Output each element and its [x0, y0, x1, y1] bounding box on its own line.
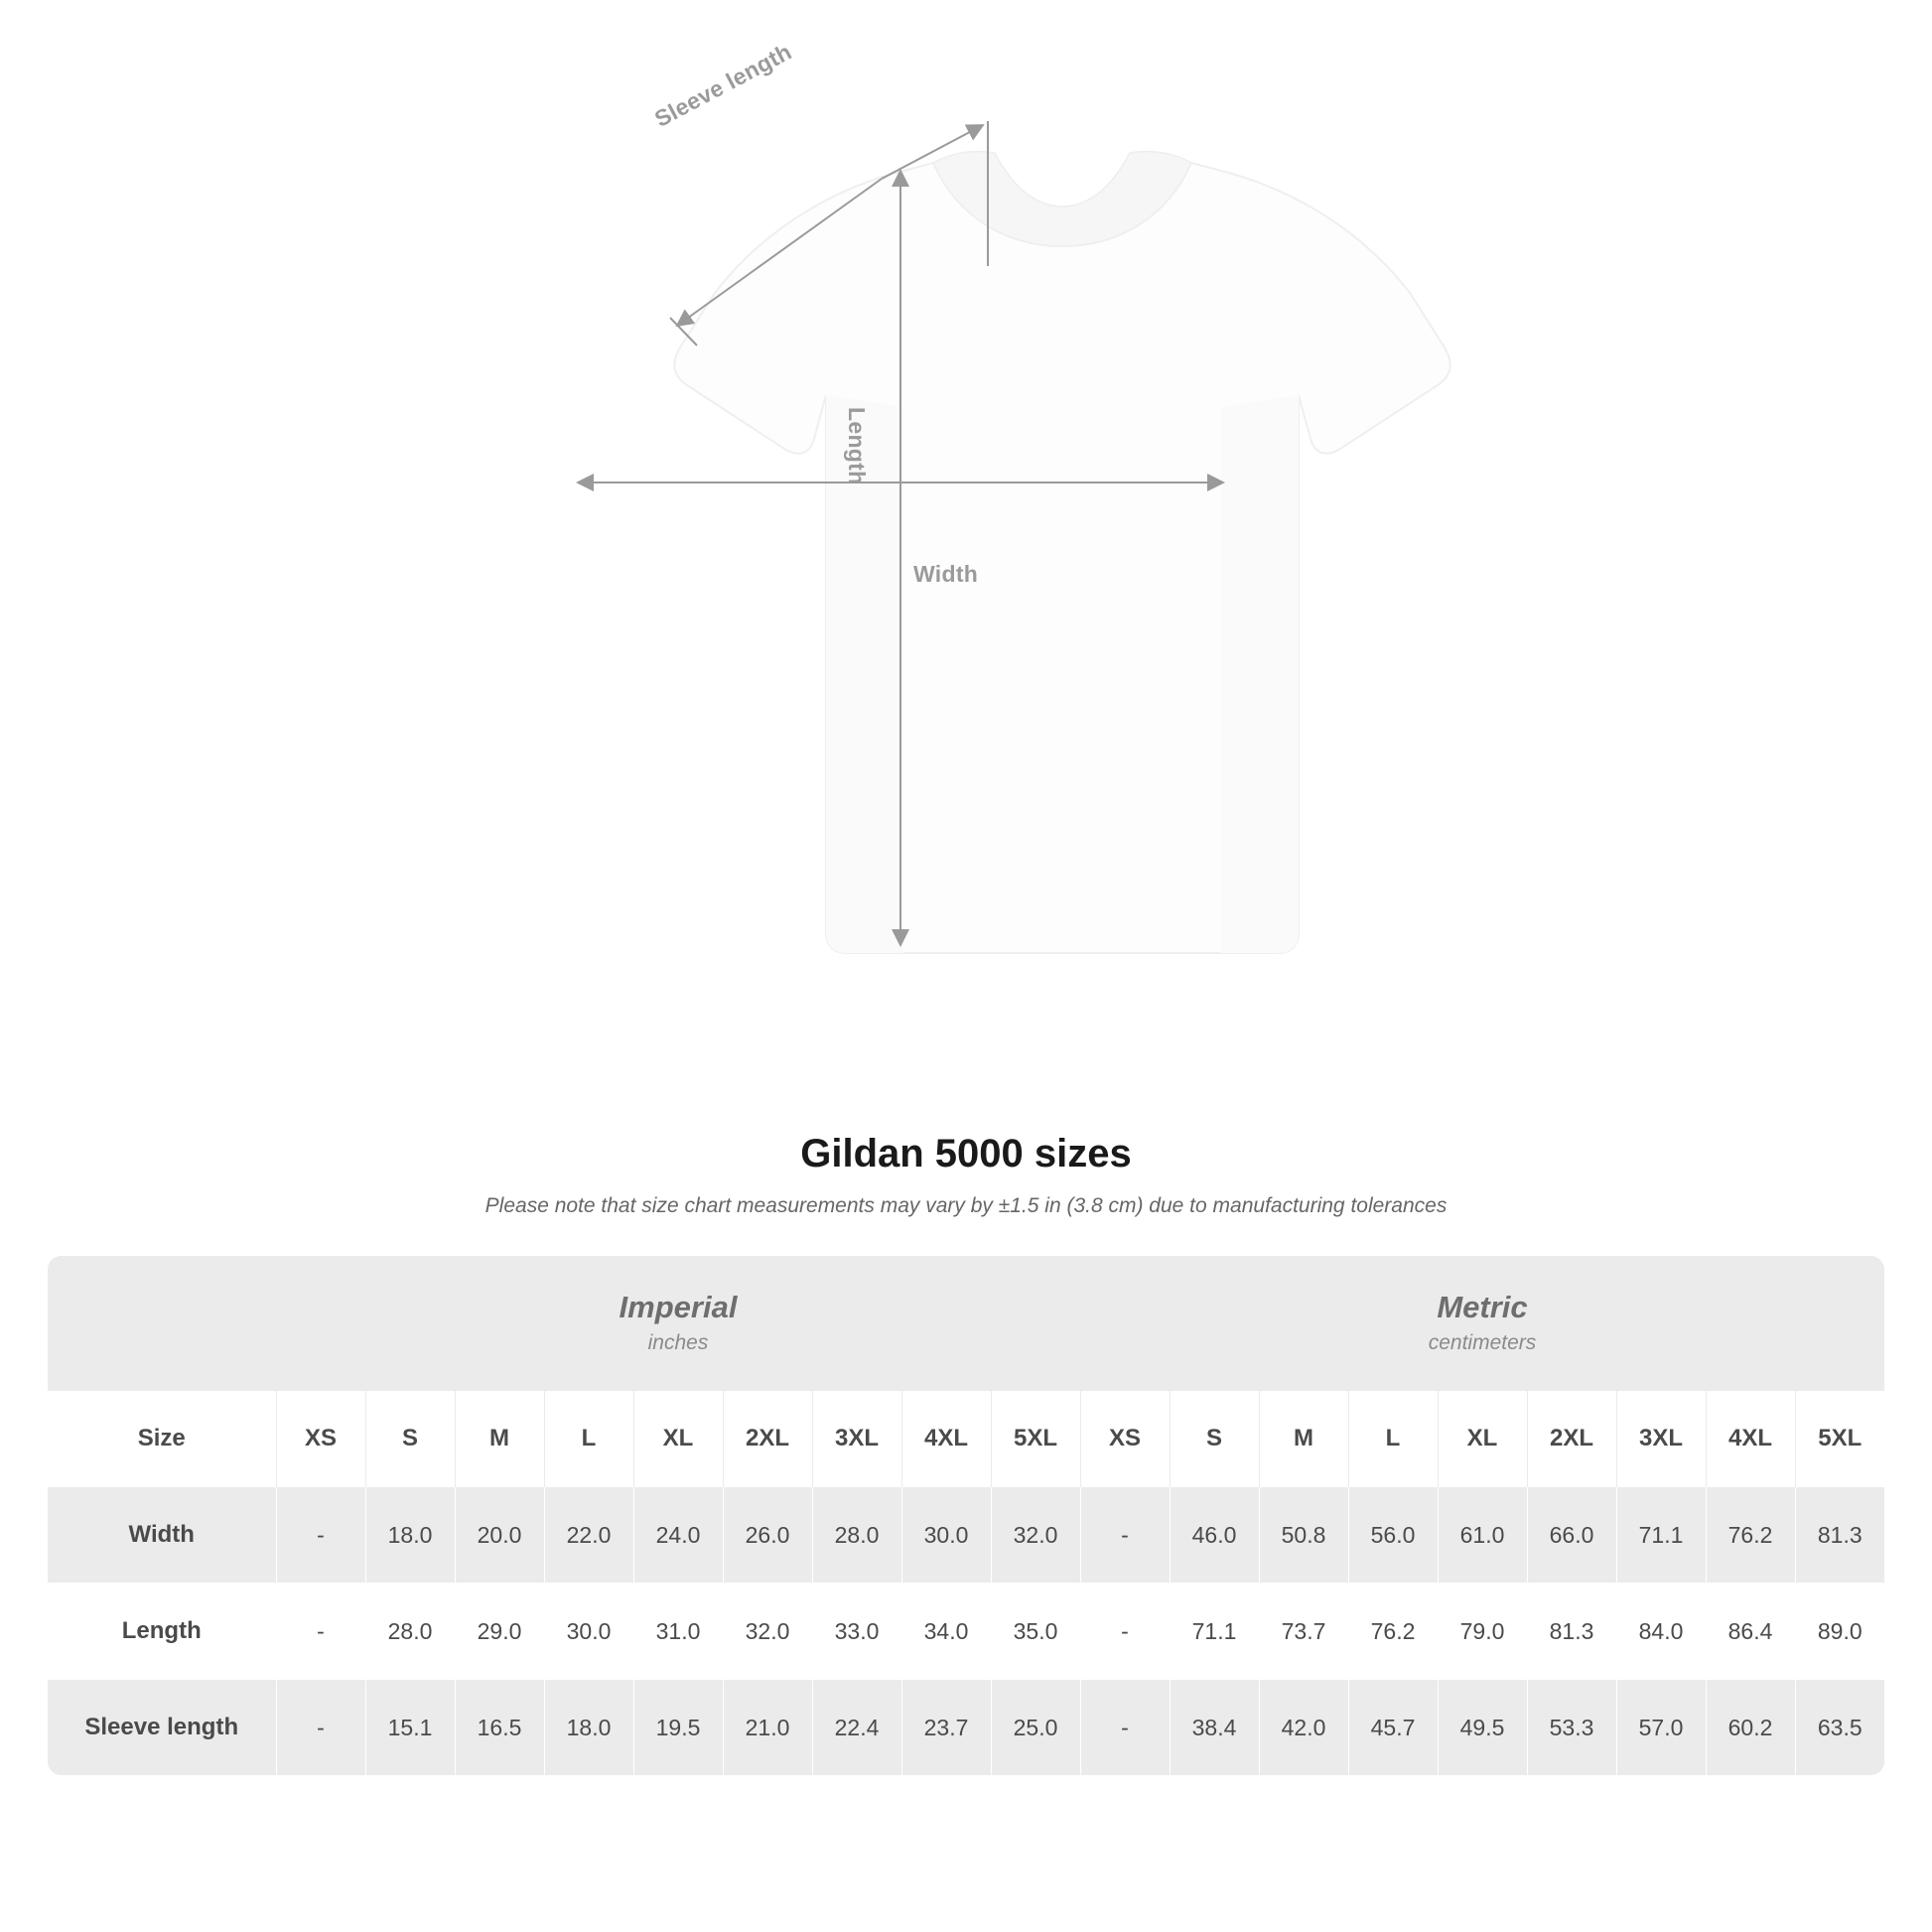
measurement-cell: 46.0	[1170, 1487, 1259, 1584]
measurement-cell: 32.0	[723, 1584, 812, 1680]
measurement-cell: 81.3	[1527, 1584, 1616, 1680]
measurement-cell: 23.7	[901, 1680, 991, 1776]
measurement-cell: 66.0	[1527, 1487, 1616, 1584]
measurement-cell: 89.0	[1795, 1584, 1884, 1680]
title-block	[0, 1132, 1932, 1218]
unit-header-imperial	[276, 1256, 1080, 1391]
size-header-cell: 5XL	[1795, 1391, 1884, 1487]
measurement-cell: 57.0	[1616, 1680, 1706, 1776]
size-header-cell: XL	[633, 1391, 723, 1487]
measurement-cell: 86.4	[1706, 1584, 1795, 1680]
tshirt-shape	[674, 151, 1449, 953]
size-header-row	[48, 1391, 1884, 1487]
measurement-cell: 21.0	[723, 1680, 812, 1776]
measurement-cell: 15.1	[365, 1680, 455, 1776]
measurement-cell: 79.0	[1438, 1584, 1527, 1680]
measurement-cell: -	[1080, 1680, 1170, 1776]
unit-header-row	[48, 1256, 1884, 1391]
measurement-cell: 19.5	[633, 1680, 723, 1776]
size-column-header: Size	[48, 1391, 276, 1487]
measurement-cell: 49.5	[1438, 1680, 1527, 1776]
size-header-cell: XL	[1438, 1391, 1527, 1487]
size-header-cell: L	[544, 1391, 633, 1487]
length-label: Length	[844, 407, 870, 485]
measurement-cell: 25.0	[991, 1680, 1080, 1776]
size-header-cell: L	[1348, 1391, 1438, 1487]
table-row	[48, 1680, 1884, 1776]
sleeve-length-label: Sleeve length	[650, 38, 796, 132]
measurement-cell: 32.0	[991, 1487, 1080, 1584]
measurement-cell: 76.2	[1348, 1584, 1438, 1680]
unit-header-metric	[1080, 1256, 1884, 1391]
size-header-cell: S	[365, 1391, 455, 1487]
size-header-cell: XS	[276, 1391, 365, 1487]
row-label: Width	[48, 1487, 276, 1584]
measurement-cell: 45.7	[1348, 1680, 1438, 1776]
measurement-cell: -	[276, 1680, 365, 1776]
measurement-cell: 63.5	[1795, 1680, 1884, 1776]
measurement-cell: 81.3	[1795, 1487, 1884, 1584]
size-header-cell: 2XL	[1527, 1391, 1616, 1487]
size-header-cell: 5XL	[991, 1391, 1080, 1487]
measurement-cell: 18.0	[544, 1680, 633, 1776]
measurement-cell: 24.0	[633, 1487, 723, 1584]
page-title: Gildan 5000 sizes	[800, 1132, 1132, 1175]
measurement-cell: -	[1080, 1487, 1170, 1584]
size-header-cell: 3XL	[1616, 1391, 1706, 1487]
measurement-cell: 42.0	[1259, 1680, 1348, 1776]
measurement-cell: 61.0	[1438, 1487, 1527, 1584]
size-header-cell: 4XL	[901, 1391, 991, 1487]
measurement-cell: 73.7	[1259, 1584, 1348, 1680]
unit-title: Metric	[1437, 1289, 1528, 1324]
measurement-cell: 56.0	[1348, 1487, 1438, 1584]
measurement-cell: 84.0	[1616, 1584, 1706, 1680]
measurement-cell: -	[276, 1487, 365, 1584]
measurement-cell: 34.0	[901, 1584, 991, 1680]
size-table	[48, 1256, 1884, 1775]
measurement-cell: -	[1080, 1584, 1170, 1680]
measurement-cell: 28.0	[812, 1487, 901, 1584]
unit-title: Imperial	[619, 1289, 738, 1324]
measurement-cell: 71.1	[1170, 1584, 1259, 1680]
measurement-cell: 31.0	[633, 1584, 723, 1680]
size-header-cell: 3XL	[812, 1391, 901, 1487]
measurement-cell: 71.1	[1616, 1487, 1706, 1584]
table-row	[48, 1487, 1884, 1584]
size-header-cell: 4XL	[1706, 1391, 1795, 1487]
size-header-cell: M	[455, 1391, 544, 1487]
measurement-cell: 28.0	[365, 1584, 455, 1680]
size-header-cell: 2XL	[723, 1391, 812, 1487]
measurement-cell: 22.4	[812, 1680, 901, 1776]
size-header-cell: S	[1170, 1391, 1259, 1487]
measurement-cell: 22.0	[544, 1487, 633, 1584]
measurement-cell: 53.3	[1527, 1680, 1616, 1776]
measurement-cell: 30.0	[544, 1584, 633, 1680]
measurement-cell: 30.0	[901, 1487, 991, 1584]
size-header-cell: XS	[1080, 1391, 1170, 1487]
measurement-cell: 20.0	[455, 1487, 544, 1584]
measurement-cell: 33.0	[812, 1584, 901, 1680]
measurement-cell: 26.0	[723, 1487, 812, 1584]
tolerance-note: Please note that size chart measurements may vary by ±1.5 in (3.8 cm) due to manufacturing tolerances	[484, 1194, 1448, 1217]
measurement-cell: 38.4	[1170, 1680, 1259, 1776]
measurement-cell: 60.2	[1706, 1680, 1795, 1776]
row-label: Sleeve length	[48, 1680, 276, 1776]
width-label: Width	[913, 561, 979, 587]
size-header-cell: M	[1259, 1391, 1348, 1487]
size-table-wrapper	[48, 1256, 1884, 1775]
unit-subtitle: centimeters	[1428, 1330, 1537, 1354]
table-row	[48, 1584, 1884, 1680]
measurement-cell: 29.0	[455, 1584, 544, 1680]
measurement-cell: 50.8	[1259, 1487, 1348, 1584]
unit-subtitle: inches	[647, 1330, 709, 1354]
measurement-cell: 18.0	[365, 1487, 455, 1584]
measurement-cell: 76.2	[1706, 1487, 1795, 1584]
measurement-cell: -	[276, 1584, 365, 1680]
unit-header-spacer	[48, 1256, 276, 1391]
row-label: Length	[48, 1584, 276, 1680]
measurement-cell: 16.5	[455, 1680, 544, 1776]
measurement-cell: 35.0	[991, 1584, 1080, 1680]
